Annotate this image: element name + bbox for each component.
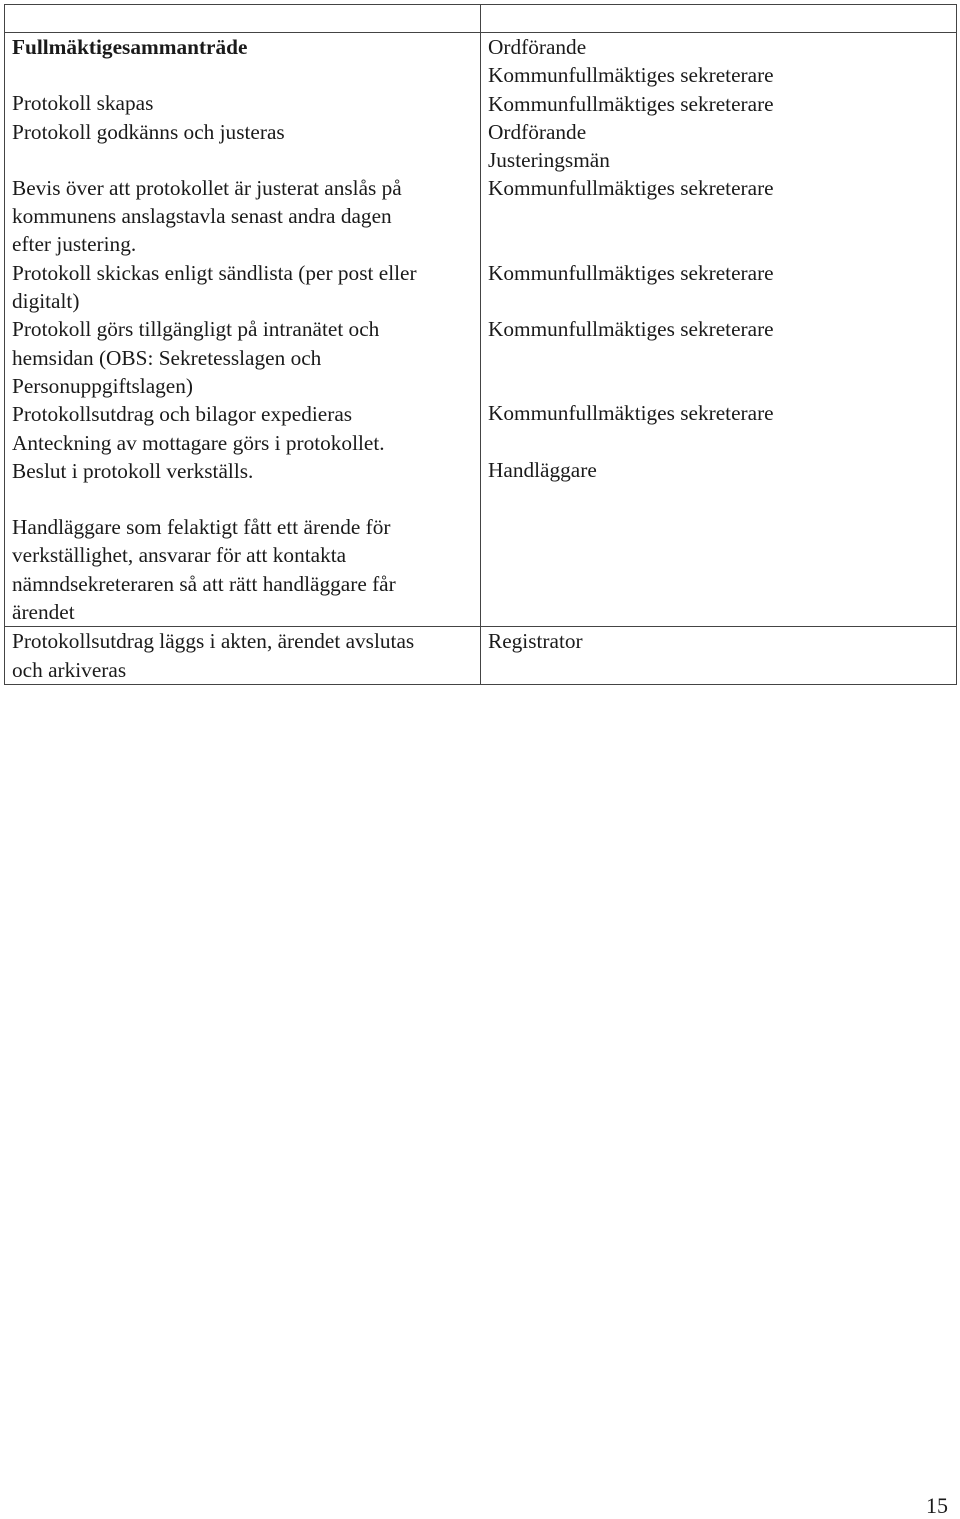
step-text: Protokoll görs tillgängligt på intranätet och: [12, 317, 380, 342]
step-text: och arkiveras: [12, 657, 127, 682]
table-cell: [5, 5, 481, 33]
responsible-text: Ordförande: [488, 35, 587, 59]
table-row: [5, 5, 957, 33]
responsible-text: Handläggare: [488, 457, 597, 482]
responsible-cell: [481, 627, 957, 685]
responsible-text: Ordförande: [488, 119, 587, 144]
section-title: Fullmäktigesammanträde: [12, 35, 248, 59]
table-cell: [481, 5, 957, 33]
step-text: Handläggare som felaktigt fått ett ärende för: [12, 515, 391, 540]
table-row: [5, 33, 957, 627]
step-cell: [5, 627, 481, 685]
table-row: [5, 627, 957, 685]
responsible-text: Kommunfullmäktiges sekreterare: [488, 317, 774, 342]
process-table: [4, 4, 957, 685]
step-text: Protokollsutdrag och bilagor expedieras: [12, 402, 353, 427]
step-cell: [5, 33, 481, 627]
step-text: kommunens anslagstavla senast andra dagen: [12, 204, 392, 229]
step-text: Protokoll skickas enligt sändlista (per post eller: [12, 260, 417, 285]
step-text: nämndsekreteraren så att rätt handläggare får: [12, 571, 396, 596]
responsible-text: Kommunfullmäktiges sekreterare: [488, 176, 774, 201]
responsible-text: Kommunfullmäktiges sekreterare: [488, 260, 774, 285]
step-text: Protokollsutdrag läggs i akten, ärendet avslutas: [12, 629, 415, 654]
page-number: 15: [926, 1493, 948, 1518]
step-text: verkställighet, ansvarar för att kontakta: [12, 543, 347, 568]
responsible-text: Kommunfullmäktiges sekreterare: [488, 91, 774, 116]
responsible-cell: [481, 33, 957, 627]
step-text: ärendet: [12, 600, 75, 625]
responsible-text: Registrator: [488, 629, 583, 654]
step-text: Anteckning av mottagare görs i protokollet.: [12, 430, 385, 455]
step-text: digitalt): [12, 289, 80, 314]
step-text: Protokoll skapas: [12, 91, 154, 116]
step-text: Beslut i protokoll verkställs.: [12, 458, 254, 483]
step-text: Personuppgiftslagen): [12, 373, 193, 398]
responsible-text: Kommunfullmäktiges sekreterare: [488, 401, 774, 426]
step-text: Protokoll godkänns och justeras: [12, 119, 285, 144]
step-text: Bevis över att protokollet är justerat anslås på: [12, 175, 402, 200]
responsible-text: Kommunfullmäktiges sekreterare: [488, 63, 774, 88]
responsible-text: Justeringsmän: [488, 148, 610, 173]
step-text: hemsidan (OBS: Sekretesslagen och: [12, 345, 322, 370]
step-text: efter justering.: [12, 232, 137, 257]
